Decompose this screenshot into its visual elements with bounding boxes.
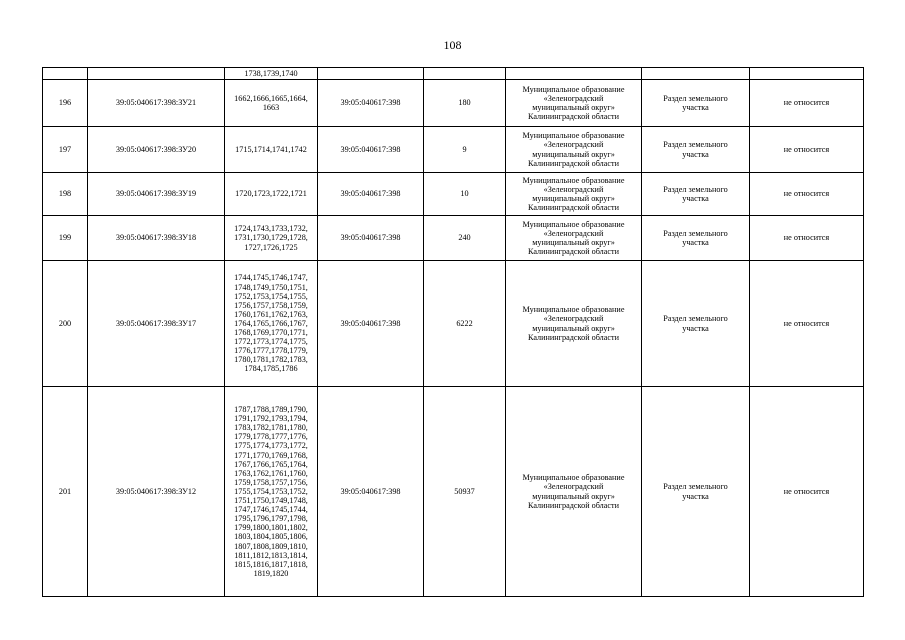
- cell-source-parcel: 39:05:040617:398: [318, 261, 424, 387]
- cell-plot-id: 39:05:040617:398:ЗУ21: [88, 80, 225, 127]
- cell-owner: Муниципальное образование «Зеленоградский муниципальный округ» Калининградской области: [506, 127, 642, 173]
- cell-owner: [506, 68, 642, 80]
- cell-owner: Муниципальное образование «Зеленоградский муниципальный округ» Калининградской области: [506, 216, 642, 261]
- cell-num: 201: [43, 387, 88, 597]
- cell-type: Раздел земельного участка: [642, 173, 750, 216]
- cell-cad-numbers: 1787,1788,1789,1790, 1791,1792,1793,1794, 1783,1782,1781,1780, 1779,1778,1777,1776, 1775,1774,1773,1772, 1771,1770,1769,1768, 1767,1766,1765,1764, 1763,1762,1761,1760, 1759,1758,1757,1756, 1755,1754,1753,1752, 1751,1750,1749,1748, 1747,1746,1745,1744, 1795,1796,1797,1798, 1799,1800,1801,1802, 1803,1804,1805,1806, 1807,1808,1809,1810, 1811,1812,1813,1814, 1815,1816,1817,1818, 1819,1820: [225, 387, 318, 597]
- cell-relation: не относится: [750, 387, 864, 597]
- cell-plot-id: 39:05:040617:398:ЗУ20: [88, 127, 225, 173]
- cell-plot-id: 39:05:040617:398:ЗУ19: [88, 173, 225, 216]
- cell-area: 180: [424, 80, 506, 127]
- table-row: [43, 127, 864, 173]
- cell-cad-numbers: 1724,1743,1733,1732, 1731,1730,1729,1728, 1727,1726,1725: [225, 216, 318, 261]
- cell-area: 9: [424, 127, 506, 173]
- cell-cad-numbers: 1738,1739,1740: [225, 68, 318, 80]
- cell-cad-numbers: 1662,1666,1665,1664, 1663: [225, 80, 318, 127]
- cell-relation: [750, 68, 864, 80]
- cell-num: 199: [43, 216, 88, 261]
- cell-plot-id: 39:05:040617:398:ЗУ18: [88, 216, 225, 261]
- cell-source-parcel: 39:05:040617:398: [318, 127, 424, 173]
- cell-owner: Муниципальное образование «Зеленоградский муниципальный округ» Калининградской области: [506, 261, 642, 387]
- cell-source-parcel: 39:05:040617:398: [318, 216, 424, 261]
- cell-cad-numbers: 1720,1723,1722,1721: [225, 173, 318, 216]
- cell-area: [424, 68, 506, 80]
- cell-plot-id: 39:05:040617:398:ЗУ17: [88, 261, 225, 387]
- cell-type: Раздел земельного участка: [642, 261, 750, 387]
- table-row: [43, 387, 864, 597]
- cell-num: 200: [43, 261, 88, 387]
- cell-num: 198: [43, 173, 88, 216]
- table-row: [43, 80, 864, 127]
- cell-area: 10: [424, 173, 506, 216]
- cell-source-parcel: [318, 68, 424, 80]
- cell-relation: не относится: [750, 80, 864, 127]
- cell-owner: Муниципальное образование «Зеленоградский муниципальный округ» Калининградской области: [506, 387, 642, 597]
- cell-plot-id: [88, 68, 225, 80]
- cell-type: Раздел земельного участка: [642, 80, 750, 127]
- table-row: [43, 261, 864, 387]
- cell-type: [642, 68, 750, 80]
- cell-cad-numbers: 1715,1714,1741,1742: [225, 127, 318, 173]
- cell-cad-numbers: 1744,1745,1746,1747, 1748,1749,1750,1751, 1752,1753,1754,1755, 1756,1757,1758,1759, 1760,1761,1762,1763, 1764,1765,1766,1767, 1768,1769,1770,1771, 1772,1773,1774,1775, 1776,1777,1778,1779, 1780,1781,1782,1783, 1784,1785,1786: [225, 261, 318, 387]
- cell-source-parcel: 39:05:040617:398: [318, 387, 424, 597]
- cell-owner: Муниципальное образование «Зеленоградский муниципальный округ» Калининградской области: [506, 173, 642, 216]
- cell-type: Раздел земельного участка: [642, 216, 750, 261]
- cell-relation: не относится: [750, 261, 864, 387]
- table-row-continuation: [43, 68, 864, 80]
- table-body: [43, 68, 864, 597]
- cell-type: Раздел земельного участка: [642, 127, 750, 173]
- cell-num: 197: [43, 127, 88, 173]
- cell-plot-id: 39:05:040617:398:ЗУ12: [88, 387, 225, 597]
- cell-area: 240: [424, 216, 506, 261]
- cell-area: 50937: [424, 387, 506, 597]
- cell-source-parcel: 39:05:040617:398: [318, 173, 424, 216]
- cell-type: Раздел земельного участка: [642, 387, 750, 597]
- parcel-table: [42, 67, 864, 597]
- cell-area: 6222: [424, 261, 506, 387]
- cell-num: 196: [43, 80, 88, 127]
- cell-relation: не относится: [750, 127, 864, 173]
- cell-owner: Муниципальное образование «Зеленоградский муниципальный округ» Калининградской области: [506, 80, 642, 127]
- page-number: 108: [443, 38, 462, 52]
- table-row: [43, 173, 864, 216]
- cell-num: [43, 68, 88, 80]
- table-row: [43, 216, 864, 261]
- cell-source-parcel: 39:05:040617:398: [318, 80, 424, 127]
- cell-relation: не относится: [750, 173, 864, 216]
- cell-relation: не относится: [750, 216, 864, 261]
